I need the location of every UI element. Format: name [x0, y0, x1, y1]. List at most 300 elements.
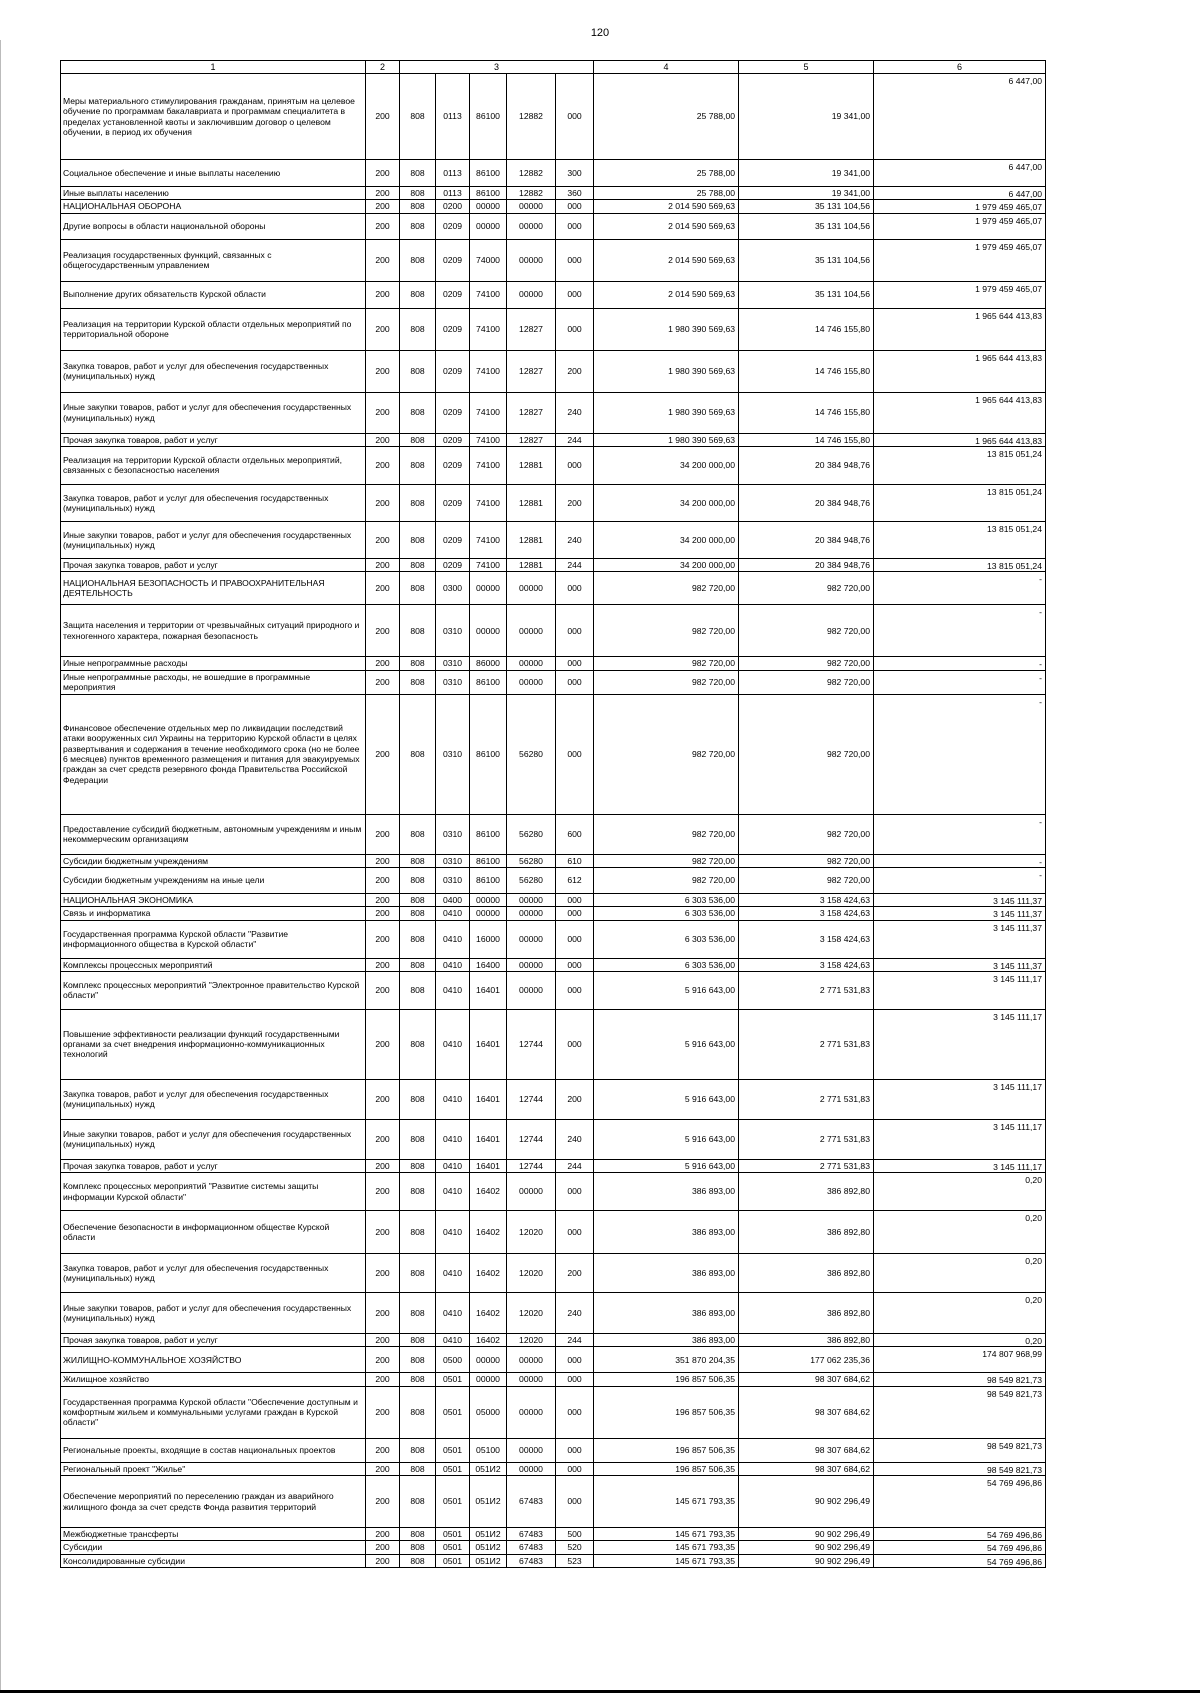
row-code-glava: 808	[400, 1173, 436, 1211]
row-code-razdel: 0310	[436, 657, 470, 670]
row-col2: 200	[366, 74, 400, 160]
row-amount-col5: 90 902 296,49	[739, 1541, 874, 1554]
row-code-glava: 808	[400, 1119, 436, 1159]
table-row	[61, 605, 1046, 657]
row-code-razdel: 0310	[436, 814, 470, 854]
row-amount-col5: 2 771 531,83	[739, 1009, 874, 1079]
row-amount-col6: -	[874, 867, 1046, 893]
row-col2: 200	[366, 200, 400, 213]
row-amount-col6: 54 769 496,86	[874, 1528, 1046, 1541]
row-amount-col6: 3 145 111,17	[874, 1079, 1046, 1119]
row-name: Меры материального стимулирования гражданам, принятым на целевое обучение по программам бакалавриата и программам специалитета в пределах установленной квоты и заключившим договор о целевом обучении, в период их обучения	[61, 74, 366, 160]
row-code-program: 05100	[470, 1438, 507, 1462]
row-code-vid: 000	[556, 1462, 594, 1475]
row-code-glava: 808	[400, 1211, 436, 1254]
row-col2: 200	[366, 694, 400, 814]
row-col2: 200	[366, 1462, 400, 1475]
table-row	[61, 74, 1046, 160]
row-amount-col5: 2 771 531,83	[739, 1159, 874, 1172]
row-code-program: 86100	[470, 160, 507, 187]
row-code-vid: 000	[556, 907, 594, 920]
row-amount-col4: 982 720,00	[594, 867, 739, 893]
row-amount-col4: 34 200 000,00	[594, 446, 739, 484]
row-amount-col5: 386 892,80	[739, 1211, 874, 1254]
row-code-razdel: 0209	[436, 446, 470, 484]
row-col2: 200	[366, 1293, 400, 1334]
row-name: ЖИЛИЩНО-КОММУНАЛЬНОЕ ХОЗЯЙСТВО	[61, 1347, 366, 1373]
table-row	[61, 920, 1046, 958]
row-amount-col4: 1 980 390 569,63	[594, 350, 739, 392]
row-code-vid: 240	[556, 1119, 594, 1159]
row-col2: 200	[366, 1476, 400, 1528]
row-col2: 200	[366, 187, 400, 200]
row-code-glava: 808	[400, 958, 436, 971]
table-row	[61, 187, 1046, 200]
row-amount-col4: 982 720,00	[594, 814, 739, 854]
row-col2: 200	[366, 1079, 400, 1119]
row-code-direction: 00000	[507, 1173, 556, 1211]
row-amount-col6: 1 965 644 413,83	[874, 308, 1046, 350]
row-code-direction: 12744	[507, 1119, 556, 1159]
table-row	[61, 814, 1046, 854]
table-row	[61, 200, 1046, 213]
row-code-vid: 000	[556, 446, 594, 484]
row-code-glava: 808	[400, 160, 436, 187]
row-amount-col5: 98 307 684,62	[739, 1438, 874, 1462]
table-row	[61, 572, 1046, 605]
row-amount-col5: 90 902 296,49	[739, 1476, 874, 1528]
row-amount-col6: 13 815 051,24	[874, 558, 1046, 571]
row-code-direction: 00000	[507, 200, 556, 213]
row-name: Иные непрограммные расходы, не вошедшие в программные мероприятия	[61, 670, 366, 694]
row-code-direction: 12744	[507, 1009, 556, 1079]
row-code-program: 74000	[470, 239, 507, 281]
row-code-direction: 67483	[507, 1528, 556, 1541]
row-code-vid: 610	[556, 854, 594, 867]
row-amount-col5: 982 720,00	[739, 657, 874, 670]
row-code-vid: 200	[556, 484, 594, 521]
row-code-vid: 000	[556, 1009, 594, 1079]
row-code-vid: 360	[556, 187, 594, 200]
row-code-direction: 67483	[507, 1476, 556, 1528]
row-code-vid: 000	[556, 213, 594, 239]
row-code-program: 16402	[470, 1254, 507, 1293]
row-code-vid: 000	[556, 1173, 594, 1211]
row-amount-col6: 98 549 821,73	[874, 1386, 1046, 1438]
table-row	[61, 1462, 1046, 1475]
row-code-glava: 808	[400, 1541, 436, 1554]
row-name: Обеспечение безопасности в информационном обществе Курской области	[61, 1211, 366, 1254]
row-code-razdel: 0209	[436, 433, 470, 446]
row-code-vid: 240	[556, 521, 594, 558]
row-amount-col5: 3 158 424,63	[739, 893, 874, 906]
row-code-razdel: 0113	[436, 160, 470, 187]
row-code-vid: 000	[556, 74, 594, 160]
row-name: Повышение эффективности реализации функций государственными органами за счет внедрения информационно-коммуникационных технологий	[61, 1009, 366, 1079]
row-amount-col6: 98 549 821,73	[874, 1438, 1046, 1462]
row-code-glava: 808	[400, 814, 436, 854]
row-amount-col4: 25 788,00	[594, 160, 739, 187]
row-code-program: 00000	[470, 1347, 507, 1373]
row-name: Прочая закупка товаров, работ и услуг	[61, 558, 366, 571]
budget-table	[60, 60, 1046, 1568]
row-col2: 200	[366, 160, 400, 187]
row-amount-col6: 0,20	[874, 1334, 1046, 1347]
row-amount-col4: 25 788,00	[594, 74, 739, 160]
row-code-vid: 244	[556, 1159, 594, 1172]
row-code-razdel: 0410	[436, 907, 470, 920]
table-row	[61, 433, 1046, 446]
row-code-direction: 12744	[507, 1079, 556, 1119]
row-amount-col5: 35 131 104,56	[739, 213, 874, 239]
row-code-vid: 520	[556, 1541, 594, 1554]
table-row	[61, 1293, 1046, 1334]
row-code-razdel: 0400	[436, 893, 470, 906]
table-row	[61, 867, 1046, 893]
row-code-direction: 12827	[507, 392, 556, 433]
row-code-razdel: 0209	[436, 521, 470, 558]
table-row	[61, 308, 1046, 350]
table-row	[61, 958, 1046, 971]
row-col2: 200	[366, 1373, 400, 1386]
row-code-razdel: 0501	[436, 1476, 470, 1528]
row-code-program: 86100	[470, 670, 507, 694]
row-code-glava: 808	[400, 893, 436, 906]
row-amount-col6: 6 447,00	[874, 160, 1046, 187]
row-code-program: 16401	[470, 1159, 507, 1172]
row-code-razdel: 0500	[436, 1347, 470, 1373]
row-name: Субсидии бюджетным учреждениям на иные цели	[61, 867, 366, 893]
row-code-razdel: 0310	[436, 854, 470, 867]
row-code-program: 16400	[470, 958, 507, 971]
row-amount-col6: 6 447,00	[874, 74, 1046, 160]
table-row	[61, 521, 1046, 558]
row-col2: 200	[366, 605, 400, 657]
row-amount-col6: 1 979 459 465,07	[874, 281, 1046, 308]
table-row	[61, 1334, 1046, 1347]
row-amount-col6: 98 549 821,73	[874, 1462, 1046, 1475]
row-code-razdel: 0410	[436, 1159, 470, 1172]
row-amount-col5: 177 062 235,36	[739, 1347, 874, 1373]
row-amount-col5: 2 771 531,83	[739, 971, 874, 1009]
row-code-glava: 808	[400, 392, 436, 433]
row-col2: 200	[366, 281, 400, 308]
row-code-direction: 56280	[507, 867, 556, 893]
row-code-razdel: 0410	[436, 1079, 470, 1119]
row-amount-col4: 34 200 000,00	[594, 558, 739, 571]
row-code-program: 00000	[470, 213, 507, 239]
row-code-razdel: 0209	[436, 350, 470, 392]
row-name: НАЦИОНАЛЬНАЯ ОБОРОНА	[61, 200, 366, 213]
row-code-vid: 244	[556, 433, 594, 446]
row-amount-col4: 982 720,00	[594, 694, 739, 814]
row-code-direction: 12881	[507, 521, 556, 558]
row-amount-col6: -	[874, 657, 1046, 670]
row-amount-col5: 14 746 155,80	[739, 350, 874, 392]
row-col2: 200	[366, 1554, 400, 1567]
row-code-glava: 808	[400, 213, 436, 239]
row-col2: 200	[366, 1334, 400, 1347]
table-row	[61, 1254, 1046, 1293]
row-code-razdel: 0209	[436, 308, 470, 350]
row-code-vid: 200	[556, 1254, 594, 1293]
row-code-vid: 240	[556, 1293, 594, 1334]
row-code-program: 00000	[470, 1373, 507, 1386]
row-code-program: 16401	[470, 1079, 507, 1119]
row-code-direction: 00000	[507, 657, 556, 670]
row-code-program: 051И2	[470, 1476, 507, 1528]
row-code-razdel: 0410	[436, 920, 470, 958]
row-amount-col4: 196 857 506,35	[594, 1386, 739, 1438]
row-name: Реализация государственных функций, связанных с общегосударственным управлением	[61, 239, 366, 281]
row-amount-col6: 1 965 644 413,83	[874, 433, 1046, 446]
row-amount-col4: 196 857 506,35	[594, 1373, 739, 1386]
row-code-program: 16402	[470, 1211, 507, 1254]
page-number: 120	[590, 27, 610, 39]
row-code-program: 86100	[470, 867, 507, 893]
row-amount-col5: 20 384 948,76	[739, 521, 874, 558]
row-amount-col5: 14 746 155,80	[739, 308, 874, 350]
row-amount-col6: -	[874, 854, 1046, 867]
table-row	[61, 670, 1046, 694]
row-code-vid: 000	[556, 694, 594, 814]
row-code-program: 00000	[470, 605, 507, 657]
row-code-program: 74100	[470, 521, 507, 558]
row-code-direction: 00000	[507, 239, 556, 281]
row-code-program: 74100	[470, 308, 507, 350]
row-code-glava: 808	[400, 187, 436, 200]
row-code-razdel: 0310	[436, 867, 470, 893]
row-amount-col5: 14 746 155,80	[739, 392, 874, 433]
row-col2: 200	[366, 433, 400, 446]
row-amount-col4: 6 303 536,00	[594, 893, 739, 906]
row-col2: 200	[366, 920, 400, 958]
row-amount-col6: 3 145 111,37	[874, 958, 1046, 971]
row-amount-col4: 6 303 536,00	[594, 958, 739, 971]
row-amount-col6: 0,20	[874, 1173, 1046, 1211]
row-col2: 200	[366, 971, 400, 1009]
row-amount-col5: 98 307 684,62	[739, 1386, 874, 1438]
row-col2: 200	[366, 1173, 400, 1211]
row-amount-col5: 98 307 684,62	[739, 1462, 874, 1475]
row-code-program: 16000	[470, 920, 507, 958]
row-code-glava: 808	[400, 854, 436, 867]
row-code-program: 74100	[470, 433, 507, 446]
row-name: НАЦИОНАЛЬНАЯ ЭКОНОМИКА	[61, 893, 366, 906]
row-col2: 200	[366, 446, 400, 484]
row-code-direction: 00000	[507, 670, 556, 694]
row-col2: 200	[366, 814, 400, 854]
row-code-vid: 000	[556, 605, 594, 657]
row-amount-col4: 982 720,00	[594, 657, 739, 670]
row-amount-col5: 982 720,00	[739, 572, 874, 605]
row-code-vid: 000	[556, 1476, 594, 1528]
row-code-glava: 808	[400, 1462, 436, 1475]
row-code-razdel: 0300	[436, 572, 470, 605]
row-code-direction: 12020	[507, 1334, 556, 1347]
row-name: Жилищное хозяйство	[61, 1373, 366, 1386]
row-code-direction: 12882	[507, 160, 556, 187]
row-amount-col6: 1 979 459 465,07	[874, 200, 1046, 213]
row-name: Иные выплаты населению	[61, 187, 366, 200]
row-code-glava: 808	[400, 971, 436, 1009]
row-amount-col5: 982 720,00	[739, 867, 874, 893]
row-code-program: 74100	[470, 558, 507, 571]
row-amount-col6: 54 769 496,86	[874, 1476, 1046, 1528]
row-col2: 200	[366, 1541, 400, 1554]
row-code-razdel: 0410	[436, 971, 470, 1009]
row-name: Закупка товаров, работ и услуг для обеспечения государственных (муниципальных) нужд	[61, 350, 366, 392]
row-code-razdel: 0501	[436, 1462, 470, 1475]
row-amount-col4: 982 720,00	[594, 605, 739, 657]
row-amount-col4: 2 014 590 569,63	[594, 213, 739, 239]
row-code-direction: 00000	[507, 958, 556, 971]
row-name: Закупка товаров, работ и услуг для обеспечения государственных (муниципальных) нужд	[61, 1079, 366, 1119]
row-amount-col4: 1 980 390 569,63	[594, 433, 739, 446]
row-code-vid: 000	[556, 200, 594, 213]
row-code-vid: 600	[556, 814, 594, 854]
row-amount-col6: 0,20	[874, 1211, 1046, 1254]
row-code-program: 74100	[470, 484, 507, 521]
row-col2: 200	[366, 484, 400, 521]
table-row	[61, 1347, 1046, 1373]
row-code-glava: 808	[400, 484, 436, 521]
row-name: Закупка товаров, работ и услуг для обеспечения государственных (муниципальных) нужд	[61, 1254, 366, 1293]
row-amount-col6: 3 145 111,37	[874, 893, 1046, 906]
row-name: Иные закупки товаров, работ и услуг для обеспечения государственных (муниципальных) нужд	[61, 392, 366, 433]
row-amount-col5: 19 341,00	[739, 160, 874, 187]
row-amount-col6: -	[874, 814, 1046, 854]
row-code-program: 74100	[470, 281, 507, 308]
row-code-program: 74100	[470, 392, 507, 433]
row-code-razdel: 0113	[436, 74, 470, 160]
table-row	[61, 160, 1046, 187]
row-code-direction: 56280	[507, 694, 556, 814]
row-code-program: 16402	[470, 1334, 507, 1347]
row-code-direction: 00000	[507, 1438, 556, 1462]
row-code-vid: 000	[556, 281, 594, 308]
row-code-direction: 00000	[507, 1347, 556, 1373]
row-amount-col5: 982 720,00	[739, 814, 874, 854]
row-code-direction: 12827	[507, 308, 556, 350]
row-amount-col6: 1 965 644 413,83	[874, 392, 1046, 433]
row-amount-col5: 982 720,00	[739, 670, 874, 694]
row-code-vid: 000	[556, 1438, 594, 1462]
row-code-vid: 000	[556, 971, 594, 1009]
table-row	[61, 657, 1046, 670]
row-code-vid: 000	[556, 308, 594, 350]
table-row	[61, 350, 1046, 392]
row-code-vid: 240	[556, 392, 594, 433]
row-amount-col4: 386 893,00	[594, 1211, 739, 1254]
row-code-program: 86000	[470, 657, 507, 670]
row-amount-col4: 982 720,00	[594, 670, 739, 694]
row-amount-col4: 6 303 536,00	[594, 907, 739, 920]
header-col-3: 3	[400, 61, 594, 74]
table-row	[61, 907, 1046, 920]
table-row	[61, 1079, 1046, 1119]
row-amount-col5: 386 892,80	[739, 1334, 874, 1347]
table-row	[61, 893, 1046, 906]
row-name: Государственная программа Курской области "Развитие информационного общества в Курской области"	[61, 920, 366, 958]
row-code-direction: 12020	[507, 1293, 556, 1334]
row-code-razdel: 0410	[436, 1119, 470, 1159]
row-code-glava: 808	[400, 239, 436, 281]
row-code-program: 00000	[470, 907, 507, 920]
row-col2: 200	[366, 867, 400, 893]
row-amount-col5: 35 131 104,56	[739, 200, 874, 213]
row-amount-col4: 982 720,00	[594, 572, 739, 605]
row-code-program: 16402	[470, 1173, 507, 1211]
row-amount-col6: 1 965 644 413,83	[874, 350, 1046, 392]
row-amount-col5: 20 384 948,76	[739, 558, 874, 571]
row-name: Другие вопросы в области национальной обороны	[61, 213, 366, 239]
row-amount-col4: 5 916 643,00	[594, 971, 739, 1009]
row-amount-col5: 982 720,00	[739, 605, 874, 657]
row-code-razdel: 0501	[436, 1438, 470, 1462]
row-amount-col4: 982 720,00	[594, 854, 739, 867]
row-amount-col5: 14 746 155,80	[739, 433, 874, 446]
row-amount-col6: 3 145 111,37	[874, 907, 1046, 920]
row-col2: 200	[366, 1009, 400, 1079]
row-name: Прочая закупка товаров, работ и услуг	[61, 1159, 366, 1172]
row-col2: 200	[366, 1254, 400, 1293]
row-code-razdel: 0113	[436, 187, 470, 200]
row-code-vid: 000	[556, 670, 594, 694]
row-amount-col5: 386 892,80	[739, 1173, 874, 1211]
row-code-glava: 808	[400, 1079, 436, 1119]
row-col2: 200	[366, 1528, 400, 1541]
row-code-razdel: 0209	[436, 484, 470, 521]
row-amount-col4: 1 980 390 569,63	[594, 308, 739, 350]
row-code-program: 86100	[470, 854, 507, 867]
row-amount-col5: 20 384 948,76	[739, 446, 874, 484]
row-code-direction: 00000	[507, 907, 556, 920]
row-amount-col4: 386 893,00	[594, 1293, 739, 1334]
row-code-direction: 00000	[507, 572, 556, 605]
row-code-program: 16401	[470, 1009, 507, 1079]
row-code-glava: 808	[400, 446, 436, 484]
row-col2: 200	[366, 1347, 400, 1373]
row-amount-col5: 3 158 424,63	[739, 907, 874, 920]
row-code-razdel: 0501	[436, 1373, 470, 1386]
row-code-direction: 00000	[507, 920, 556, 958]
table-row	[61, 1541, 1046, 1554]
row-amount-col5: 982 720,00	[739, 854, 874, 867]
row-col2: 200	[366, 657, 400, 670]
row-code-razdel: 0209	[436, 281, 470, 308]
row-code-program: 051И2	[470, 1541, 507, 1554]
row-code-direction: 00000	[507, 281, 556, 308]
row-code-razdel: 0410	[436, 1173, 470, 1211]
row-name: Комплексы процессных мероприятий	[61, 958, 366, 971]
row-code-vid: 000	[556, 657, 594, 670]
row-amount-col6: 3 145 111,17	[874, 1009, 1046, 1079]
header-row	[61, 61, 1046, 74]
row-code-vid: 244	[556, 1334, 594, 1347]
row-amount-col5: 98 307 684,62	[739, 1373, 874, 1386]
row-code-glava: 808	[400, 1438, 436, 1462]
table-row	[61, 1373, 1046, 1386]
row-code-program: 051И2	[470, 1528, 507, 1541]
row-name: Связь и информатика	[61, 907, 366, 920]
header-col-1: 1	[61, 61, 366, 74]
row-code-vid: 500	[556, 1528, 594, 1541]
row-name: Предоставление субсидий бюджетным, автономным учреждениям и иным некоммерческим организациям	[61, 814, 366, 854]
row-col2: 200	[366, 521, 400, 558]
row-amount-col4: 34 200 000,00	[594, 484, 739, 521]
row-col2: 200	[366, 670, 400, 694]
